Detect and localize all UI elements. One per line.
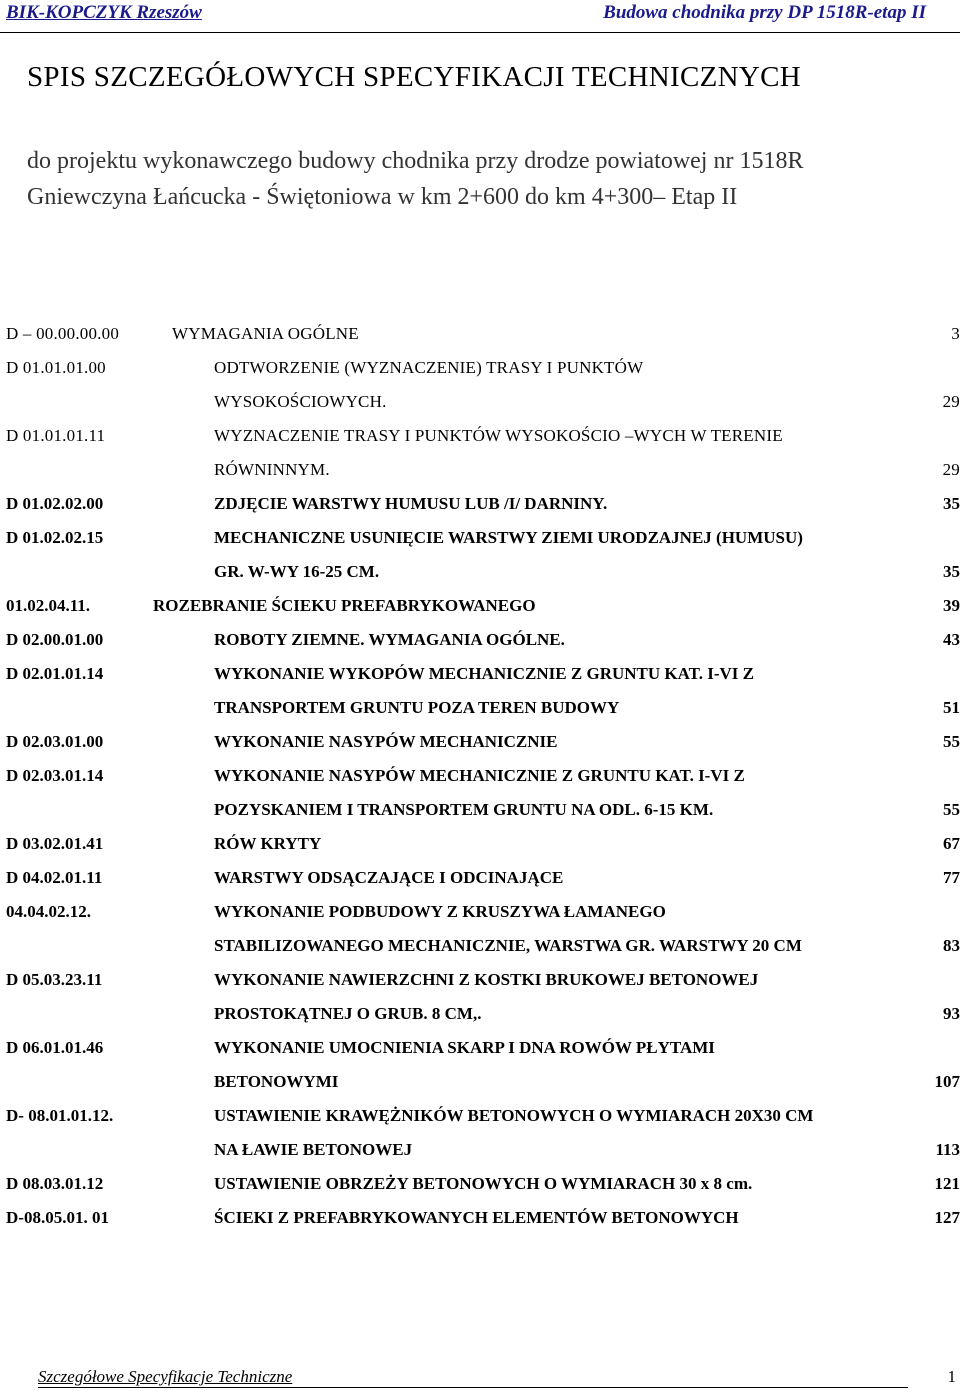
toc-page-number: 35 [943, 562, 960, 581]
toc-title: WYMAGANIA OGÓLNE [172, 324, 359, 343]
toc-page-number: 51 [943, 698, 960, 717]
toc-code: D 01.01.01.11 [6, 426, 106, 445]
toc-entry [6, 902, 960, 936]
toc-entry [6, 1208, 960, 1242]
toc-entry [6, 596, 960, 630]
toc-entry [6, 1038, 960, 1072]
toc-title: TRANSPORTEM GRUNTU POZA TEREN BUDOWY [214, 698, 620, 717]
toc-entry [6, 732, 960, 766]
toc-code: 04.04.02.12. [6, 902, 91, 921]
toc-code: D 02.00.01.00 [6, 630, 104, 649]
toc-page-number: 107 [934, 1072, 960, 1091]
toc-entry [6, 494, 960, 528]
toc-entry [6, 1140, 960, 1174]
toc-title: GR. W-WY 16-25 CM. [214, 562, 380, 581]
toc-entry [6, 664, 960, 698]
toc-entry [6, 698, 960, 732]
toc-entry [6, 1004, 960, 1038]
toc-title: PROSTOKĄTNEJ O GRUB. 8 CM,. [214, 1004, 482, 1023]
toc-page-number: 35 [943, 494, 960, 513]
toc-entry [6, 1106, 960, 1140]
toc-entry [6, 358, 960, 392]
toc-code: D- 08.01.01.12. [6, 1106, 114, 1125]
toc-page-number: 29 [942, 460, 960, 479]
toc-code: D 01.02.02.15 [6, 528, 104, 547]
toc-title: WYKONANIE UMOCNIENIA SKARP I DNA ROWÓW PŁYTAMI [214, 1038, 715, 1057]
toc-code: D 06.01.01.46 [6, 1038, 104, 1057]
toc-title: WYKONANIE NASYPÓW MECHANICZNIE [214, 732, 558, 751]
toc-code: D 05.03.23.11 [6, 970, 103, 989]
page-header [0, 0, 960, 34]
toc-title: WYKONANIE NAWIERZCHNI Z KOSTKI BRUKOWEJ BETONOWEJ [214, 970, 759, 989]
toc-title: WYSOKOŚCIOWYCH. [214, 392, 387, 411]
toc-page-number: 121 [934, 1174, 960, 1193]
header-rule [0, 32, 960, 33]
document-title: SPIS SZCZEGÓŁOWYCH SPECYFIKACJI TECHNICZNYCH [27, 61, 801, 93]
toc-code: D-08.05.01. 01 [6, 1208, 109, 1227]
toc-page-number: 113 [935, 1140, 960, 1159]
header-company: BIK-KOPCZYK Rzeszów [6, 2, 202, 23]
toc-title: ROBOTY ZIEMNE. WYMAGANIA OGÓLNE. [214, 630, 565, 649]
toc-entry [6, 324, 960, 358]
toc-code: D 02.03.01.00 [6, 732, 104, 751]
toc-code: D 04.02.01.11 [6, 868, 103, 887]
toc-title: ZDJĘCIE WARSTWY HUMUSU LUB /I/ DARNINY. [214, 494, 608, 513]
toc-title: RÓW KRYTY [214, 834, 322, 853]
toc-title: WYKONANIE PODBUDOWY Z KRUSZYWA ŁAMANEGO [214, 902, 666, 921]
toc-code: D 02.03.01.14 [6, 766, 104, 785]
toc-page-number: 29 [942, 392, 960, 411]
toc-title: STABILIZOWANEGO MECHANICZNIE, WARSTWA GR. WARSTWY 20 CM [214, 936, 802, 955]
toc-title: BETONOWYMI [214, 1072, 339, 1091]
toc-title: USTAWIENIE KRAWĘŻNIKÓW BETONOWYCH O WYMIARACH 20X30 CM [214, 1106, 814, 1125]
toc-entry [6, 528, 960, 562]
toc-entry [6, 426, 960, 460]
toc-entry [6, 834, 960, 868]
toc-code: D 03.02.01.41 [6, 834, 104, 853]
toc-entry [6, 562, 960, 596]
toc-page-number: 39 [943, 596, 960, 615]
toc-code: 01.02.04.11. [6, 596, 91, 615]
toc-entry [6, 970, 960, 1004]
toc-page-number: 83 [943, 936, 960, 955]
toc-title: WYZNACZENIE TRASY I PUNKTÓW WYSOKOŚCIO –WYCH W TERENIE [214, 426, 783, 445]
toc-entry [6, 766, 960, 800]
footer-page-number: 1 [947, 1367, 956, 1386]
toc-entry [6, 1072, 960, 1106]
toc-page-number: 55 [943, 732, 960, 751]
toc-page-number: 55 [943, 800, 960, 819]
toc-title: ROZEBRANIE ŚCIEKU PREFABRYKOWANEGO [153, 596, 536, 615]
toc-page-number: 93 [943, 1004, 960, 1023]
toc-entry [6, 392, 960, 426]
toc-entry [6, 460, 960, 494]
toc-page-number: 67 [943, 834, 960, 853]
document-subtitle [27, 143, 927, 215]
toc-title: ŚCIEKI Z PREFABRYKOWANYCH ELEMENTÓW BETONOWYCH [214, 1208, 739, 1227]
toc-code: D 01.02.02.00 [6, 494, 104, 513]
toc-code: D – 00.00.00.00 [6, 324, 120, 343]
toc-title: NA ŁAWIE BETONOWEJ [214, 1140, 413, 1159]
header-project: Budowa chodnika przy DP 1518R-etap II [603, 2, 926, 23]
toc-title: MECHANICZNE USUNIĘCIE WARSTWY ZIEMI URODZAJNEJ (HUMUSU) [214, 528, 803, 547]
toc-title: ODTWORZENIE (WYZNACZENIE) TRASY I PUNKTÓW [214, 358, 644, 377]
toc-entry [6, 868, 960, 902]
toc-page-number: 43 [943, 630, 960, 649]
toc-title: RÓWNINNYM. [214, 460, 330, 479]
toc-code: D 01.01.01.00 [6, 358, 106, 377]
toc-title: WARSTWY ODSĄCZAJĄCE I ODCINAJĄCE [214, 868, 564, 887]
subtitle-line-2: Gniewczyna Łańcucka - Świętoniowa w km 2+600 do km 4+300– Etap II [27, 184, 738, 210]
toc-entry [6, 630, 960, 664]
toc-title: WYKONANIE NASYPÓW MECHANICZNIE Z GRUNTU KAT. I-VI Z [214, 766, 745, 785]
toc-page-number: 127 [934, 1208, 960, 1227]
toc-entry [6, 800, 960, 834]
toc-code: D 02.01.01.14 [6, 664, 104, 683]
toc-title: USTAWIENIE OBRZEŻY BETONOWYCH O WYMIARACH 30 x 8 cm. [214, 1174, 753, 1193]
footer-title: Szczegółowe Specyfikacje Techniczne [38, 1367, 293, 1386]
toc-entry [6, 936, 960, 970]
toc-page-number: 77 [943, 868, 960, 887]
toc-page-number: 3 [951, 324, 960, 343]
toc-code: D 08.03.01.12 [6, 1174, 104, 1193]
footer-rule [38, 1387, 908, 1388]
subtitle-line-1: do projektu wykonawczego budowy chodnika przy drodze powiatowej nr 1518R [27, 148, 804, 174]
toc-title: WYKONANIE WYKOPÓW MECHANICZNIE Z GRUNTU KAT. I-VI Z [214, 664, 754, 683]
toc-title: POZYSKANIEM I TRANSPORTEM GRUNTU NA ODL. 6-15 KM. [214, 800, 714, 819]
toc-entry [6, 1174, 960, 1208]
